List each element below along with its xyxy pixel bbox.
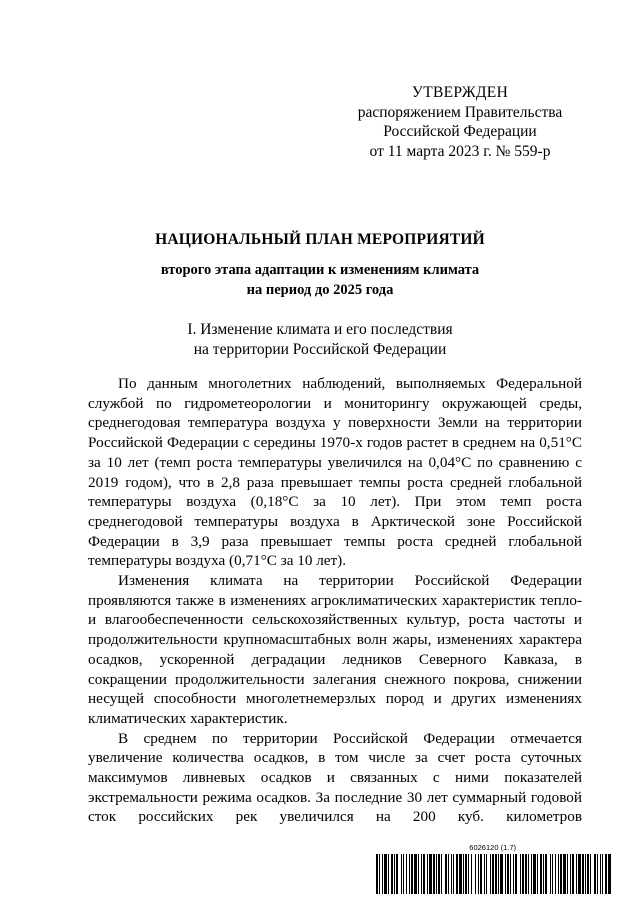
paragraph: Изменения климата на территории Российской Федерации проявляются также в изменениях агроклиматических характеристик тепло- и влагообеспеченности сельскохозяйственных культур, роста частоты и продолжительности крупномасштабных волн жары, изменениях характера осадков, ускоренной деградации ледников Северного Кавказа, в сокращении продолжительности залегания снежного покрова, снижении несущей способности многолетнемерзлых пород и других изменениях климатических характеристик. — [88, 572, 582, 727]
approval-date-number: от 11 марта 2023 г. № 559-р — [369, 142, 551, 160]
paragraph: По данным многолетних наблюдений, выполняемых Федеральной службой по гидрометеорологии и мониторингу окружающей среды, среднегодовая температура воздуха у поверхности Земли на территории Российской Федерации с середины 1970-х годов растет в среднем на 0,51°С за 10 лет (темп роста температуры увеличился на 0,04°С по сравнению с 2019 годом), что в 2,8 раза превышает темпы роста средней глобальной температуры воздуха (0,18°С за 10 лет). При этом темп роста среднегодовой температуры воздуха в Арктической зоне Российской Федерации в 3,9 раза превышает темпы роста средней глобальной температуры воздуха (0,71°С за 10 лет). — [88, 375, 582, 570]
subtitle-line: на период до 2025 года — [246, 282, 394, 298]
approval-stamp — [330, 83, 590, 161]
document-subtitle — [60, 260, 580, 300]
subtitle-line: второго этапа адаптации к изменениям климата — [160, 262, 480, 278]
paragraph: В среднем по территории Российской Федерации отмечается увеличение количества осадков, в том числе за счет роста суточных максимумов ливневых осадков и связанных с ними показателей экстремальности режима осадков. За последние 30 лет суммарный годовой сток российских рек увеличился на 200 куб. километров — [88, 729, 582, 826]
approval-title: УТВЕРЖДЕН — [411, 84, 509, 101]
body-text — [88, 374, 582, 827]
section-heading-line: на территории Российской Федерации — [193, 340, 447, 358]
barcode-image — [376, 854, 612, 894]
section-heading-line: I. Изменение климата и его последствия — [187, 321, 453, 338]
document-title: НАЦИОНАЛЬНЫЙ ПЛАН МЕРОПРИЯТИЙ — [155, 231, 485, 248]
barcode-bar — [611, 854, 612, 894]
section-heading — [60, 320, 580, 359]
document-title-block — [60, 230, 580, 300]
approval-line: Российской Федерации — [383, 123, 537, 140]
barcode-area — [376, 843, 612, 896]
barcode-number: 6026120 (1.7) — [469, 843, 516, 852]
approval-line: распоряжением Правительства — [357, 103, 563, 121]
